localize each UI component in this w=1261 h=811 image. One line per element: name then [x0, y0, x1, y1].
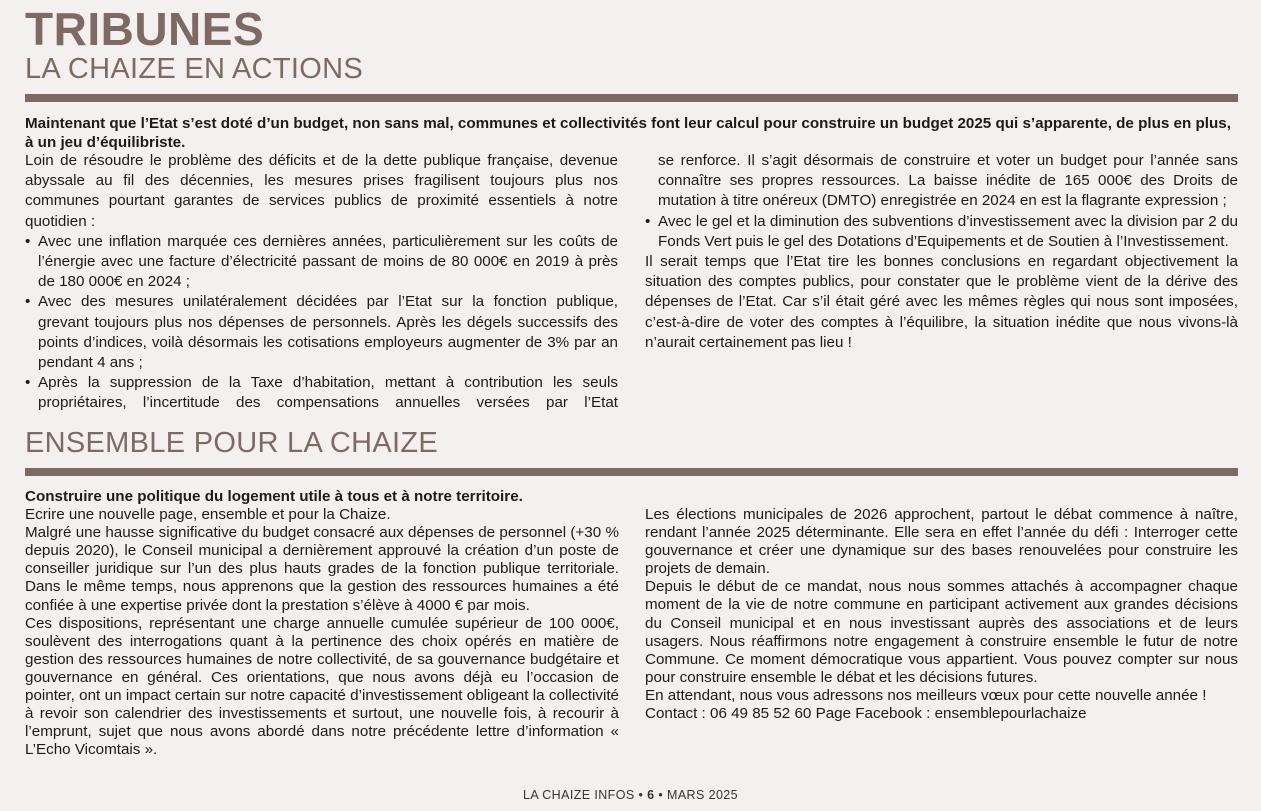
paragraph: Les élections municipales de 2026 approchent, partout le débat commence à naître, rendant l’année 2025 déterminante. Elle sera en effet l’année du défi : Interroger cette gouvernance et créer une dynamique sur des bases renouvelées pour construire les projets de demain. [645, 506, 1238, 578]
section-heading: LA CHAIZE EN ACTIONS [25, 53, 363, 85]
section-lead: Maintenant que l’Etat s’est doté d’un budget, non sans mal, communes et collectivités font leur calcul pour construire un budget 2025 qui s’apparente, de plus en plus, à un jeu d’équilibriste. [25, 115, 1231, 151]
bullet-item: • Avec une inflation marquée ces dernières années, particulièrement sur les coûts de l’énergie avec une facture d’électricité passant de moins de 80 000€ en 2019 à près de 180 000€ en 2024 ; [25, 232, 618, 293]
page-footer: LA CHAIZE INFOS • 6 • MARS 2025 [522, 788, 738, 802]
contact-line: Contact : 06 49 85 52 60 Page Facebook : ensemblepourlachaize [645, 705, 1087, 723]
bullet-list [645, 212, 1238, 252]
divider [25, 94, 1238, 102]
column-left [25, 488, 619, 759]
bullet-item: • Avec des mesures unilatéralement décidées par l’Etat sur la fonction publique, grevant toujours plus nos dépenses de personnels. Après les dégels successifs des points d’indices, voilà désormais les cotisations employeurs augmenter de 3% par an pendant 4 ans ; [25, 292, 618, 373]
page-title: TRIBUNES [25, 3, 265, 55]
section-heading: ENSEMBLE POUR LA CHAIZE [25, 427, 439, 459]
paragraph: Ecrire une nouvelle page, ensemble et pour la Chaize. [25, 506, 391, 524]
page-number: 6 [647, 788, 655, 802]
bullet-item: • Avec le gel et la diminution des subventions d’investissement avec la division par 2 du Fonds Vert puis le gel des Dotations d’Equipements et de Soutien à l’Investissement. [645, 212, 1238, 252]
issue-date: MARS 2025 [667, 788, 738, 802]
publication-name: LA CHAIZE INFOS [522, 788, 635, 802]
column-right [645, 506, 1238, 723]
bullet-continuation: se renforce. Il s’agit désormais de construire et voter un budget pour l’année sans connaître ses propres ressources. La baisse inédite de 165 000€ des Droits de mutation à titre onéreux (DMTO) enregistrée en 2024 en est la flagrante expression ; [658, 152, 1238, 210]
section-lead: Construire une politique du logement utile à tous et à notre territoire. [25, 488, 523, 505]
paragraph: Depuis le début de ce mandat, nous nous sommes attachés à accompagner chaque moment de la vie de notre commune en participant activement aux grandes décisions du Conseil municipal et en nous investissant auprès des associations et de leurs usagers. Nous réaffirmons notre engagement à construire ensemble le futur de notre Commune. Ce moment démocratique vous appartient. Vous pouvez compter sur nous pour construire ensemble le débat et les décisions futures. [645, 578, 1238, 686]
intro-paragraph: Loin de résoudre le problème des déficits et de la dette publique française, devenue abyssale au fil des décennies, les mesures prises fragilisent toujours plus nos communes pourtant garantes de services publics de proximité essentiels à notre quotidien : [25, 152, 618, 230]
column-left [25, 151, 618, 414]
conclusion-paragraph: Il serait temps que l’Etat tire les bonnes conclusions en regardant objectivement la situation des comptes publics, pour constater que le problème vient de la dérive des dépenses de l’Etat. Car s’il était géré avec les mêmes règles qui nous sont imposées, c’est-à-dire de voter des comptes à l’équilibre, la situation inédite que nous vivons-là n’aurait certainement pas lieu ! [645, 253, 1238, 351]
bullet-list [25, 232, 618, 414]
paragraph: En attendant, nous vous adressons nos meilleurs vœux pour cette nouvelle année ! [645, 686, 1207, 704]
column-right [645, 151, 1238, 353]
paragraph: Malgré une hausse significative du budget consacré aux dépenses de personnel (+30 % depuis 2020), le Conseil municipal a dernièrement approuvé la création d’un poste de conseiller juridique sur l’un des plus hauts grades de la fonction publique territoriale. Dans le même temps, nous apprenons que la gestion des ressources humaines a été confiée à une expertise privée dont la prestation s’élève à 4000 € par mois. [25, 524, 619, 614]
bullet-item: • Après la suppression de la Taxe d’habitation, mettant à contribution les seuls propriétaires, l’incertitude des compensations annuelles versées par l’Etat [25, 373, 618, 413]
paragraph: Ces dispositions, représentant une charge annuelle cumulée supérieur de 100 000€, soulèvent des interrogations quant à la pertinence des choix opérés en matière de gestion des ressources humaines de notre collectivité, de sa gouvernance budgétaire et gouvernance en général. Ces orientations, que nous avons déjà eu l’occasion de pointer, ont un impact certain sur notre capacité d’investissement obligeant la collectivité à revoir son calendrier des investissements et surtout, une nouvelle fois, à recourir à l’emprunt, sujet que nous avons abordé dans notre précédente lettre d’information « L’Echo Vicomtais ». [25, 614, 619, 759]
divider [25, 468, 1238, 476]
